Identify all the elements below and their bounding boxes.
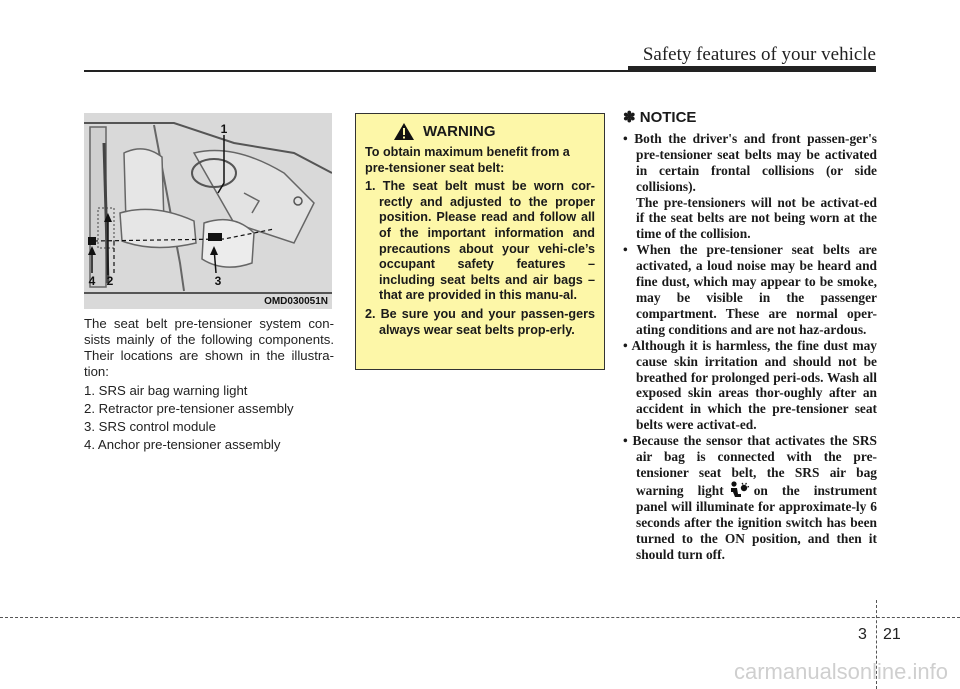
callout-1: 1 [220, 122, 228, 136]
list-item: 1. The seat belt must be worn cor-rectly and adjusted to the proper position. Please read and follow all of the important information and precautions about your vehi-cle’s occupant safety features – including seat belts and air bags – that are provided in this manu-al. [365, 179, 595, 303]
notice-item-1-continuation: The pre-tensioners will not be activat-ed if the seat belts are not being worn at the time of the collision. [636, 194, 877, 242]
list-item: 2. Retractor pre-tensioner assembly [84, 401, 294, 416]
page-number: 21 [883, 626, 901, 643]
notice-item-1: • Both the driver's and front passen-ger's pre-tensioner seat belts may be activated in certain frontal collisions (or side collisions). [623, 130, 877, 194]
footer-rule [0, 617, 960, 618]
pretensioner-illustration [84, 113, 332, 309]
notice-item-4-part-b: on the instrument panel will illuminate for approximate-ly 6 seconds after the ignition switch has been turned to the ON position, and then it should turn off. [636, 482, 877, 562]
warning-header [393, 122, 595, 141]
warning-box [355, 113, 605, 370]
chapter-number: 3 [858, 626, 867, 643]
list-item: • Although it is harmless, the fine dust may cause skin irritation and should not be breathed for prolonged peri-ods. Wash all exposed skin areas thor-oughly after an accident in which the pre-tensioner seat belts were activat-ed. [623, 337, 877, 433]
warning-list [365, 179, 595, 338]
callout-4: 4 [88, 274, 96, 288]
list-item: • When the pre-tensioner seat belts are activated, a loud noise may be heard and fine dust, which may appear to be smoke, may be visible in the passenger compartment. These are normal oper-ating conditions and are not haz-ardous. [623, 242, 877, 337]
components-list [84, 383, 334, 453]
list-item: 1. SRS air bag warning light [84, 383, 248, 398]
header-rule-accent [628, 66, 876, 72]
list-item: 4. Anchor pre-tensioner assembly [84, 437, 281, 452]
callout-3: 3 [214, 274, 222, 288]
list-item: 3. SRS control module [84, 419, 216, 434]
section-title: Safety features of your vehicle [642, 44, 876, 65]
list-item [623, 131, 877, 242]
car-interior-drawing [84, 113, 332, 309]
warning-intro: To obtain maximum benefit from a pre-tensioner seat belt: [365, 145, 570, 175]
list-item [623, 433, 877, 562]
notice-list [623, 131, 877, 563]
airbag-warning-icon [728, 481, 750, 499]
components-intro: The seat belt pre-tensioner system con-sists mainly of the following components. Their locations are shown in the illustra-tion: [84, 316, 334, 379]
components-description [84, 316, 334, 455]
notice-title: ✽ NOTICE [623, 109, 697, 126]
warning-triangle-icon [393, 122, 415, 141]
watermark: carmanualsonline.info [733, 659, 948, 684]
callout-2: 2 [106, 274, 114, 288]
list-item: 2. Be sure you and your passen-gers always wear seat belts prop-erly. [365, 306, 595, 337]
warning-title: WARNING [423, 122, 496, 140]
notice-section [623, 110, 877, 562]
figure-code: OMD030051N [264, 296, 328, 307]
notice-item-4-part-a: • Because the sensor that activates the SRS air bag is connected with the pre-tensioner seat belt, the SRS air bag warning light [623, 433, 877, 498]
